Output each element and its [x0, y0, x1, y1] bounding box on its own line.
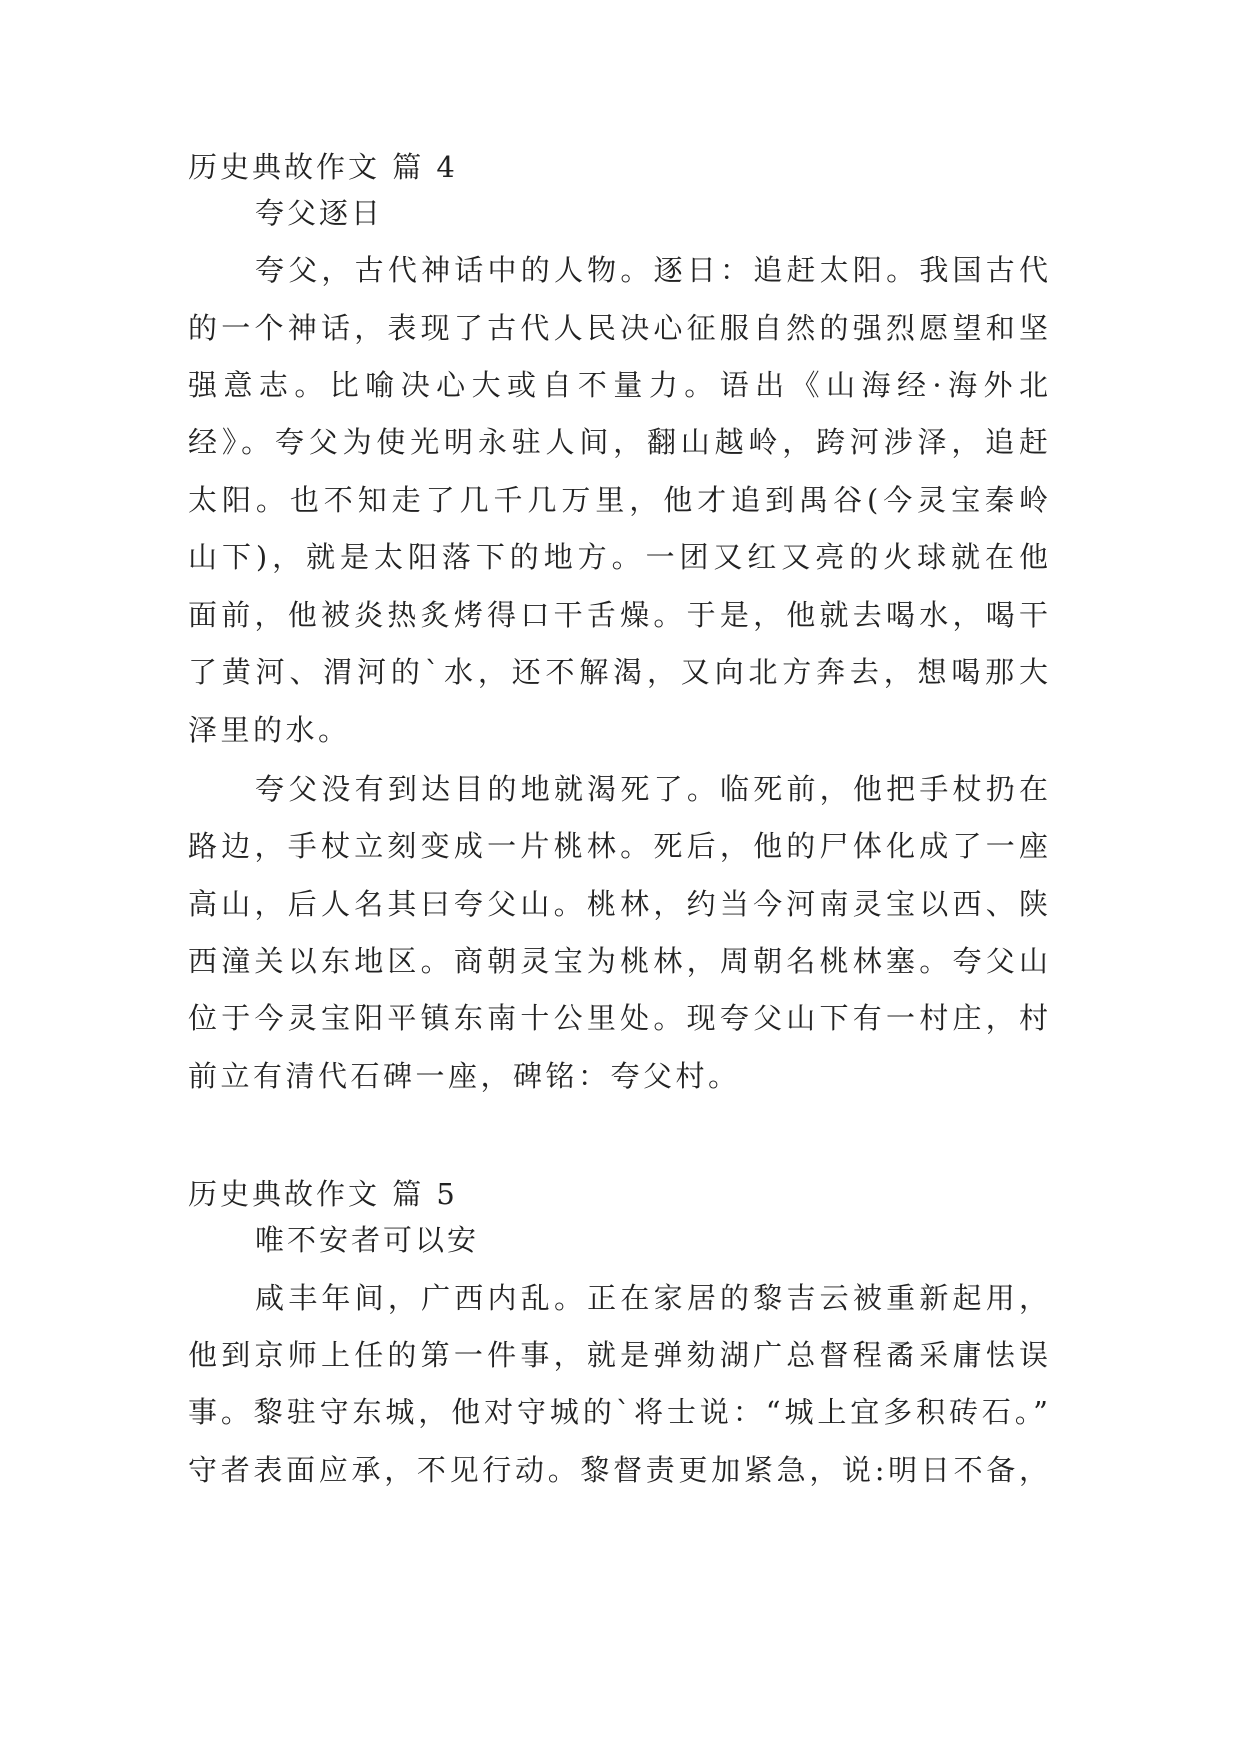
paragraph-line: 咸丰年间，广西内乱。正在家居的黎吉云被重新起用， — [255, 1281, 1048, 1315]
paragraph-line: 守者表面应承，不见行动。黎督责更加紧急，说:明日不备， — [188, 1453, 1048, 1487]
paragraph-line: 强意志。比喻决心大或自不量力。语出《山海经·海外北 — [188, 368, 1048, 402]
section-heading: 历史典故作文 篇 4 — [188, 150, 458, 184]
paragraph-line: 面前，他被炎热炙烤得口干舌燥。于是，他就去喝水，喝干 — [188, 598, 1048, 632]
paragraph-line: 经》。夸父为使光明永驻人间，翻山越岭，跨河涉泽，追赶 — [188, 425, 1048, 459]
section-heading: 历史典故作文 篇 5 — [188, 1177, 458, 1211]
paragraph-line: 他到京师上任的第一件事，就是弹劾湖广总督程矞采庸怯误 — [188, 1338, 1048, 1372]
paragraph-line: 的一个神话，表现了古代人民决心征服自然的强烈愿望和坚 — [188, 311, 1048, 345]
paragraph-line: 事。黎驻守东城，他对守城的`将士说：“城上宜多积砖石。” — [188, 1395, 1048, 1429]
paragraph-line: 了黄河、渭河的`水，还不解渴，又向北方奔去，想喝那大 — [188, 655, 1048, 689]
paragraph-line: 路边，手杖立刻变成一片桃林。死后，他的尸体化成了一座 — [188, 829, 1048, 863]
paragraph-line: 太阳。也不知走了几千几万里，他才追到禺谷(今灵宝秦岭 — [188, 483, 1048, 517]
paragraph-line: 位于今灵宝阳平镇东南十公里处。现夸父山下有一村庄，村 — [188, 1001, 1048, 1035]
section-subtitle: 夸父逐日 — [255, 196, 384, 230]
paragraph-line: 山下)，就是太阳落下的地方。一团又红又亮的火球就在他 — [188, 540, 1048, 574]
paragraph-line: 前立有清代石碑一座，碑铭：夸父村。 — [188, 1059, 741, 1093]
paragraph-line: 夸父，古代神话中的人物。逐日：追赶太阳。我国古代 — [255, 253, 1048, 287]
paragraph-line: 高山，后人名其曰夸父山。桃林，约当今河南灵宝以西、陕 — [188, 887, 1048, 921]
paragraph-line: 西潼关以东地区。商朝灵宝为桃林，周朝名桃林塞。夸父山 — [188, 944, 1048, 978]
paragraph-line: 夸父没有到达目的地就渴死了。临死前，他把手杖扔在 — [255, 772, 1048, 806]
section-subtitle: 唯不安者可以安 — [255, 1223, 480, 1257]
paragraph-line: 泽里的水。 — [188, 713, 351, 747]
